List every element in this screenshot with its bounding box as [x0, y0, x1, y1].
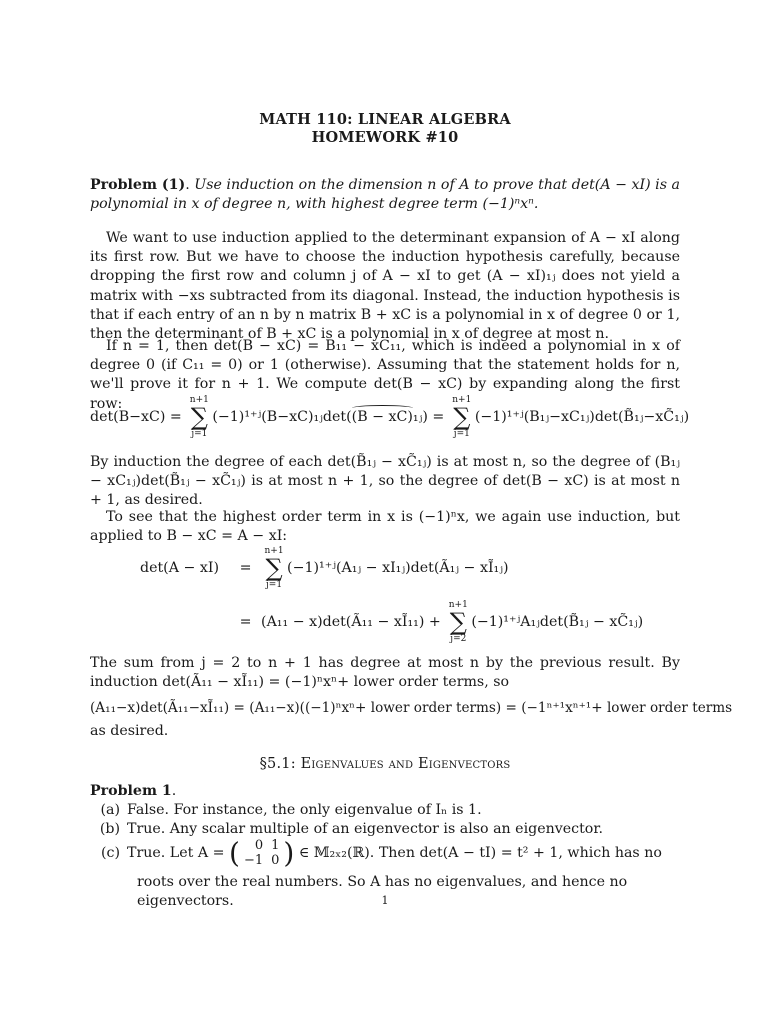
- matrix-right-paren: ): [283, 836, 295, 870]
- paragraph-2: If n = 1, then det(B − xC) = B₁₁ − xC₁₁, which is indeed a polynomial in x of degree 0 (if C₁₁ = 0) or 1 (otherwise). Assuming that the statement holds for n, we'll prove it for n + 1. We compute det(B − xC) by expanding along the first row:: [90, 338, 680, 412]
- matrix-table: [240, 838, 283, 868]
- sum-upper-2: n+1: [452, 395, 472, 405]
- matrix-cell: 0: [254, 838, 264, 853]
- equation-2-line-1: [140, 546, 509, 590]
- matrix-left-paren: (: [229, 836, 240, 870]
- sum-upper-4: n+1: [448, 600, 468, 610]
- list-item-c: [90, 838, 690, 868]
- eq2-rhs1: (−1)¹⁺ʲ(A₁ⱼ − xI₁ⱼ)det(Ã₁ⱼ − xĨ₁ⱼ): [287, 560, 509, 576]
- sum-lower-1: j=1: [191, 429, 208, 439]
- list-item-a: [90, 801, 690, 820]
- sum-symbol-3: [261, 546, 287, 590]
- sum-lower-2: j=1: [453, 429, 470, 439]
- sum-lower-3: j=1: [266, 580, 283, 590]
- item-c-label: (c): [100, 845, 120, 861]
- eq1-hat: (B − xC): [352, 408, 413, 427]
- eq1-term1: (−1)¹⁺ʲ(B−xC)₁ⱼdet(: [212, 409, 352, 425]
- sigma-3: ∑: [265, 554, 283, 582]
- equation-2-line-2: [140, 600, 643, 644]
- paragraph-3: By induction the degree of each det(B̃₁ⱼ − xC̃₁ⱼ) is at most n, so the degree of (B₁ⱼ − xC₁ⱼ)det(B̃₁ⱼ − xC̃₁ⱼ) is at most n + 1, so the degree of det(B − xC) is at most n + 1, as desired.: [90, 454, 680, 509]
- sigma-2: ∑: [453, 403, 471, 431]
- matrix-row: [240, 853, 283, 868]
- problem-1b-heading: Problem 1.: [90, 783, 177, 799]
- item-c-text-after: ∈ 𝕄₂ₓ₂(ℝ). Then det(A − tI) = t² + 1, which has no: [298, 845, 662, 861]
- item-a-label: (a): [100, 802, 120, 818]
- page-number: 1: [381, 894, 389, 907]
- sum-symbol-2: [449, 395, 475, 439]
- problem-1b-label: Problem 1: [90, 783, 172, 799]
- paragraph-1: We want to use induction applied to the determinant expansion of A − xI along its first row. But we have to choose the induction hypothesis carefully, because dropping the first row and column j of A − xI to get (A − xI)₁ⱼ does not yield a matrix with −xs subtracted from its diagonal. Instead, the induction hypothesis is that if each entry of an n by n matrix B + xC is a polynomial in x of degree 0 or 1, then the determinant of B + xC is a polynomial in x of degree at most n.: [90, 230, 680, 343]
- item-c-line-2: roots over the real numbers. So A has no eigenvalues, and hence no eigenvectors.: [137, 874, 628, 910]
- matrix-cell: 1: [271, 838, 280, 853]
- eq1-term2: (−1)¹⁺ʲ(B₁ⱼ−xC₁ⱼ)det(B̃₁ⱼ−xC̃₁ⱼ): [474, 409, 690, 425]
- sum-symbol-1: [186, 395, 212, 439]
- title-line-2: HOMEWORK #10: [311, 129, 459, 146]
- sum-symbol-4: [445, 600, 471, 644]
- eq2-rhs2b: (−1)¹⁺ʲA₁ⱼdet(B̃₁ⱼ − xC̃₁ⱼ): [471, 614, 644, 630]
- equation-1: [90, 395, 689, 439]
- eq1-close: ₁ⱼ) =: [412, 409, 445, 425]
- matrix-A: [229, 838, 294, 868]
- matrix-cell: −1: [243, 853, 264, 868]
- eq2-left: det(A − xI): [140, 560, 220, 576]
- matrix-row: [240, 838, 283, 853]
- paragraph-6: as desired.: [90, 723, 169, 739]
- problem-1-label: Problem (1): [90, 177, 186, 193]
- eq1-left: det(B−xC) =: [90, 409, 182, 425]
- sum-upper-1: n+1: [189, 395, 209, 405]
- title-line-1: MATH 110: LINEAR ALGEBRA: [259, 111, 511, 128]
- item-b-text: True. Any scalar multiple of an eigenvector is also an eigenvector.: [127, 821, 604, 837]
- paragraph-4: To see that the highest order term in x is (−1)ⁿx, we again use induction, but applied to B − xC = A − xI:: [90, 509, 680, 545]
- sigma-4: ∑: [449, 608, 467, 636]
- sum-lower-4: j=2: [450, 634, 467, 644]
- paragraph-5: The sum from j = 2 to n + 1 has degree at most n by the previous result. By induction det(Ã₁₁ − xĨ₁₁) = (−1)ⁿxⁿ+ lower order terms, so: [90, 655, 680, 691]
- sigma-1: ∑: [190, 403, 208, 431]
- item-a-text: False. For instance, the only eigenvalue of Iₙ is 1.: [127, 802, 482, 818]
- item-c-text-before: True. Let A =: [127, 845, 225, 861]
- eq2-equals-2: =: [239, 614, 252, 630]
- section-heading: §5.1: Eigenvalues and Eigenvectors: [259, 756, 511, 772]
- problem-1-statement-text: Use induction on the dimension n of A to prove that det(A − xI) is a polynomial in x of degree n, with highest degree term (−1)ⁿxⁿ.: [90, 177, 680, 213]
- sum-upper-3: n+1: [264, 546, 284, 556]
- list-item-b: [90, 820, 690, 839]
- item-b-label: (b): [99, 821, 120, 837]
- eq2-equals-1: =: [239, 560, 252, 576]
- equation-3: (A₁₁−x)det(Ã₁₁−xĨ₁₁) = (A₁₁−x)((−1)ⁿxⁿ+ lower order terms) = (−1ⁿ⁺¹xⁿ⁺¹+ lower order terms: [90, 700, 733, 716]
- matrix-cell: 0: [271, 853, 280, 868]
- problem-1-statement: Problem (1). Use induction on the dimension n of A to prove that det(A − xI) is a polynomial in x of degree n, with highest degree term (−1)ⁿxⁿ.: [90, 177, 680, 213]
- eq2-rhs2a: (A₁₁ − x)det(Ã₁₁ − xĨ₁₁) +: [261, 614, 441, 630]
